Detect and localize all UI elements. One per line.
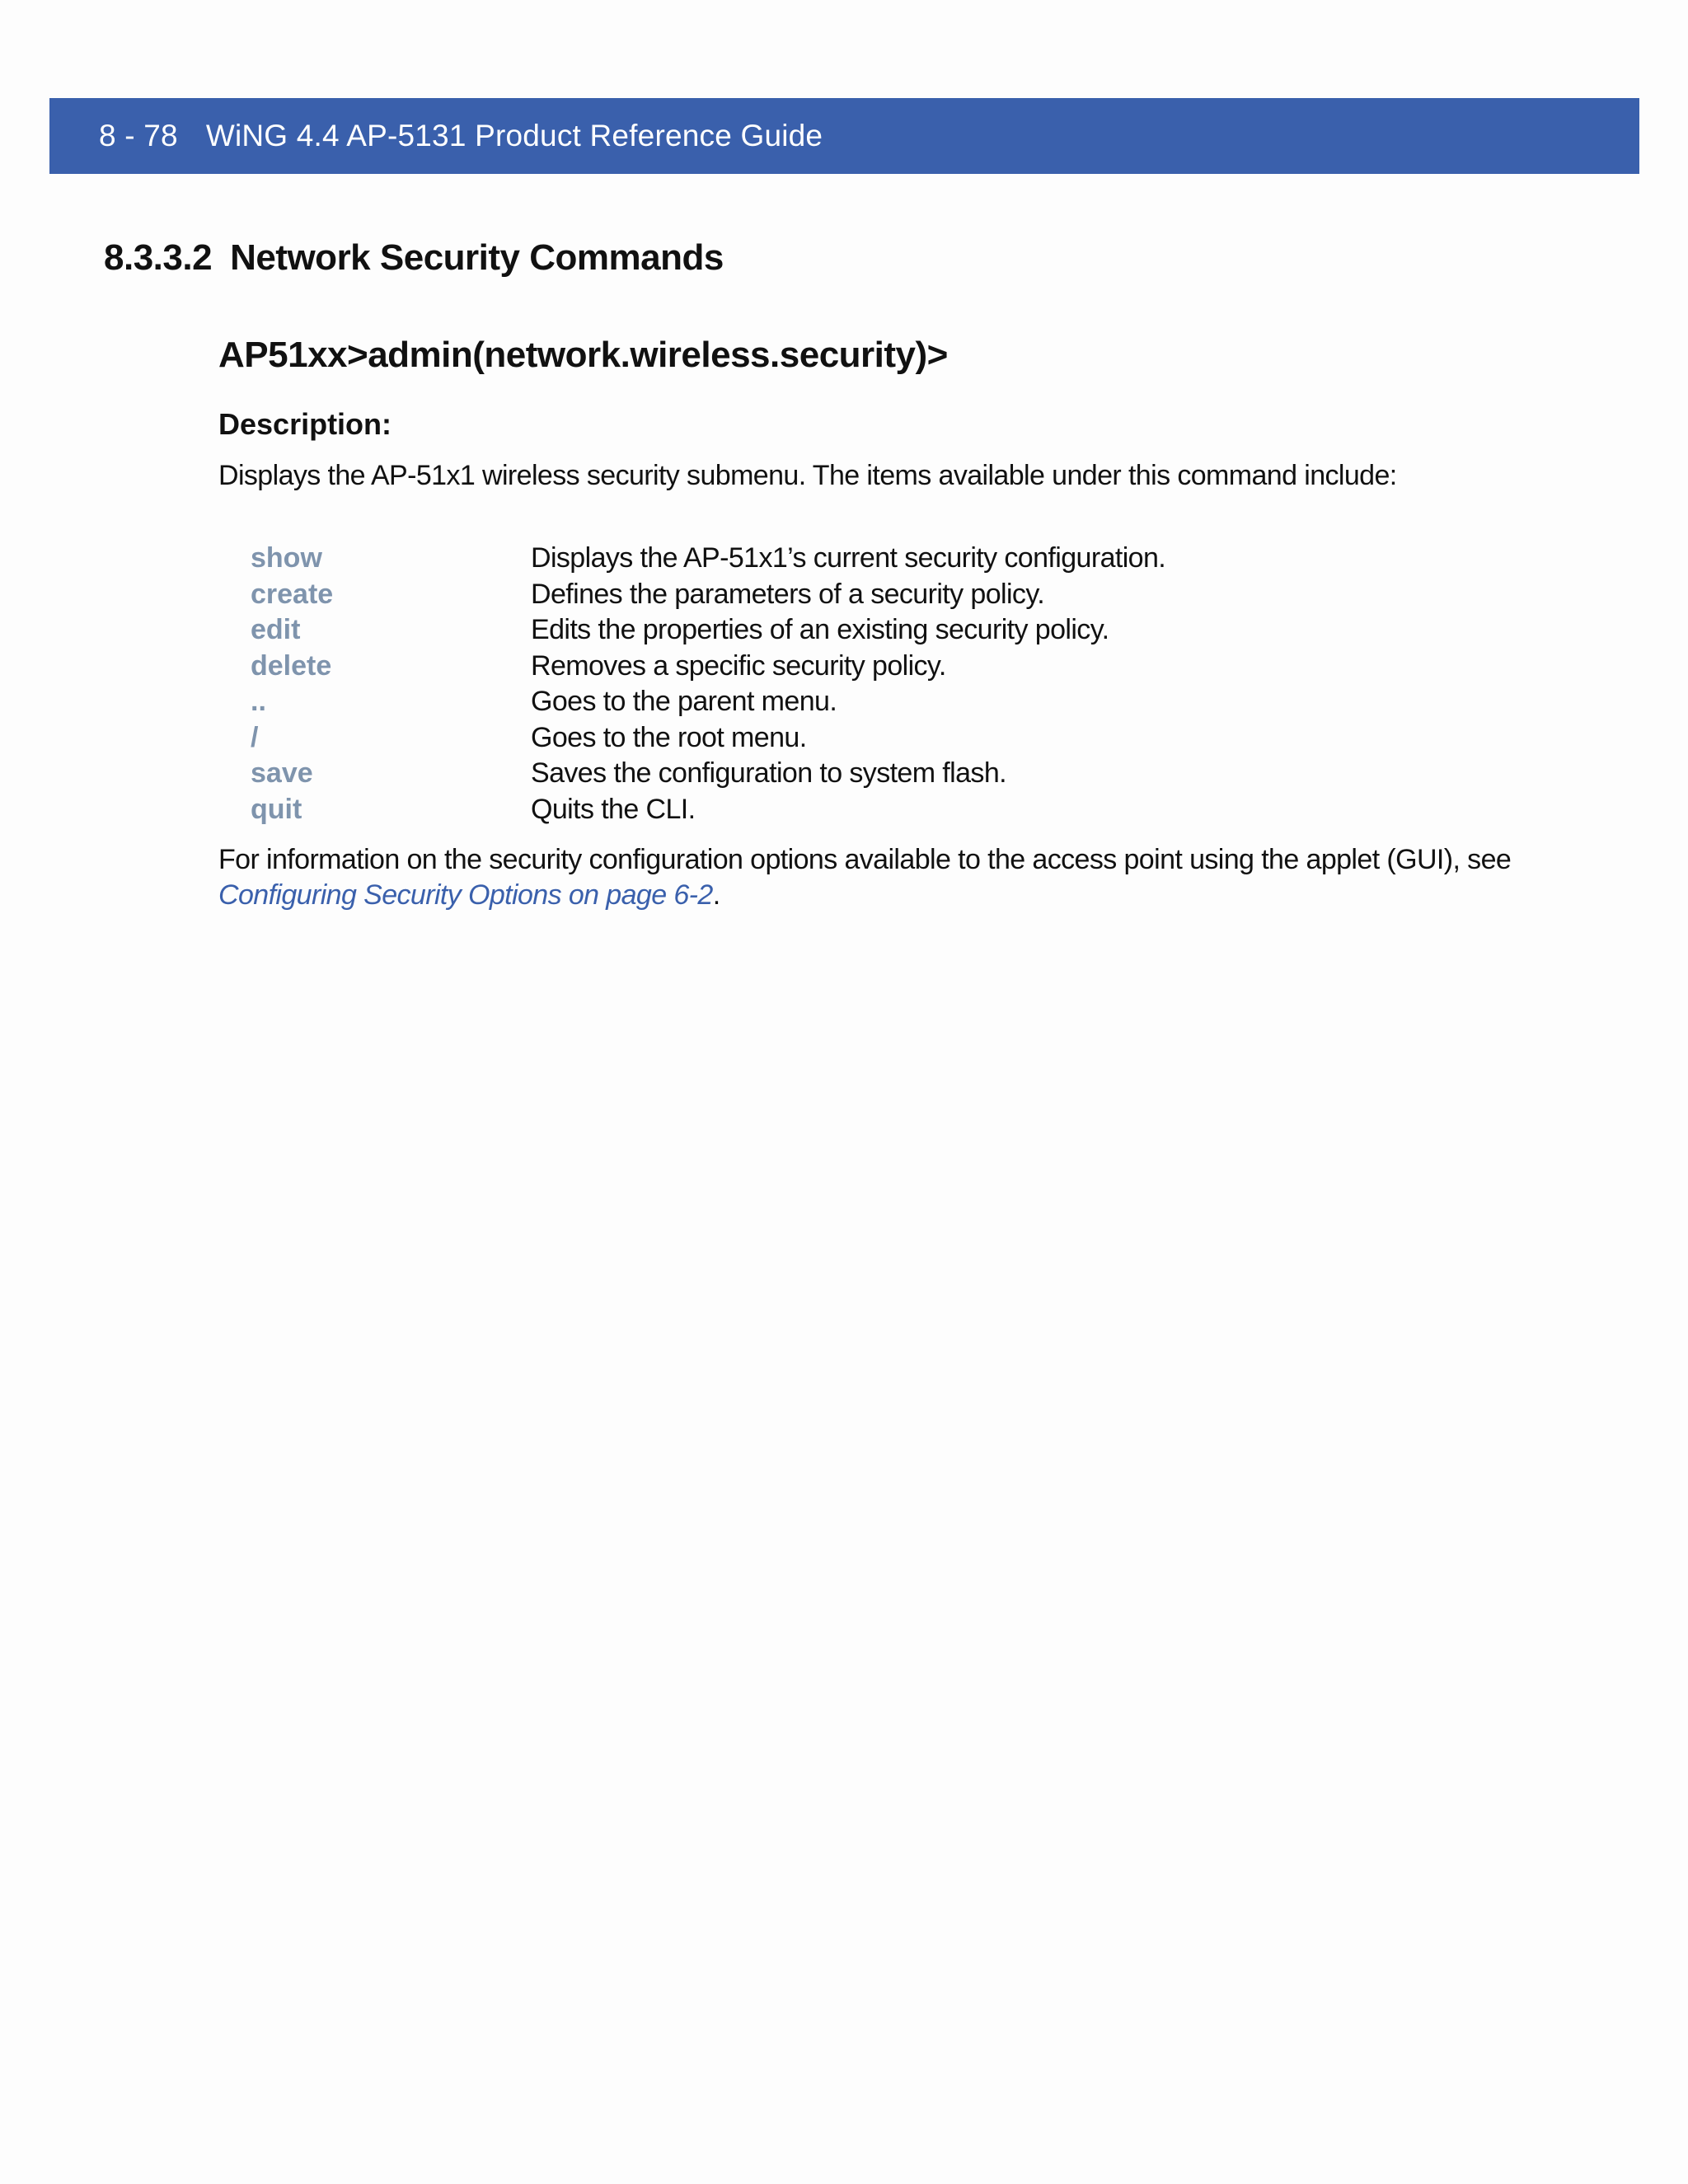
command-description: Edits the properties of an existing security policy.: [531, 614, 1109, 645]
command-name: create: [251, 578, 334, 610]
page-number: 8 - 78: [99, 119, 178, 152]
section-heading: [104, 237, 724, 279]
info-text: For information on the security configuration options available to the access point using the applet (GUI), see: [218, 844, 1512, 875]
command-row: [251, 756, 1487, 792]
command-description: Displays the AP-51x1’s current security configuration.: [531, 542, 1166, 574]
command-row: [251, 649, 1487, 685]
command-row: [251, 720, 1487, 757]
command-row: [251, 792, 1487, 828]
info-text-end: .: [712, 879, 720, 911]
command-description: Goes to the root menu.: [531, 721, 807, 753]
command-description: Quits the CLI.: [531, 793, 696, 825]
description-label: Description:: [218, 407, 392, 441]
command-description: Defines the parameters of a security policy.: [531, 578, 1045, 610]
command-description: Removes a specific security policy.: [531, 649, 946, 682]
cross-reference-link[interactable]: Configuring Security Options on page 6-2: [218, 879, 713, 911]
command-row: [251, 612, 1487, 649]
command-name: /: [251, 721, 259, 753]
info-paragraph: [218, 842, 1570, 913]
page-header: [49, 98, 1639, 174]
command-list: [251, 541, 1487, 827]
command-row: [251, 684, 1487, 720]
command-description: Saves the configuration to system flash.: [531, 757, 1006, 789]
guide-title: WiNG 4.4 AP-5131 Product Reference Guide: [205, 119, 823, 152]
header-text: [99, 98, 823, 174]
command-name: save: [251, 757, 313, 789]
section-number: 8.3.3.2: [104, 237, 213, 278]
description-text: Displays the AP-51x1 wireless security submenu. The items available under this command include:: [218, 460, 1397, 491]
command-name: quit: [251, 793, 302, 825]
command-name: edit: [251, 614, 301, 645]
command-name: show: [251, 542, 322, 574]
section-title: Network Security Commands: [230, 237, 724, 278]
command-name: ..: [251, 686, 266, 717]
command-prompt-heading: AP51xx>admin(network.wireless.security)>: [218, 335, 948, 375]
command-description: Goes to the parent menu.: [531, 686, 837, 717]
command-row: [251, 541, 1487, 577]
command-name: delete: [251, 649, 332, 682]
command-row: [251, 577, 1487, 613]
